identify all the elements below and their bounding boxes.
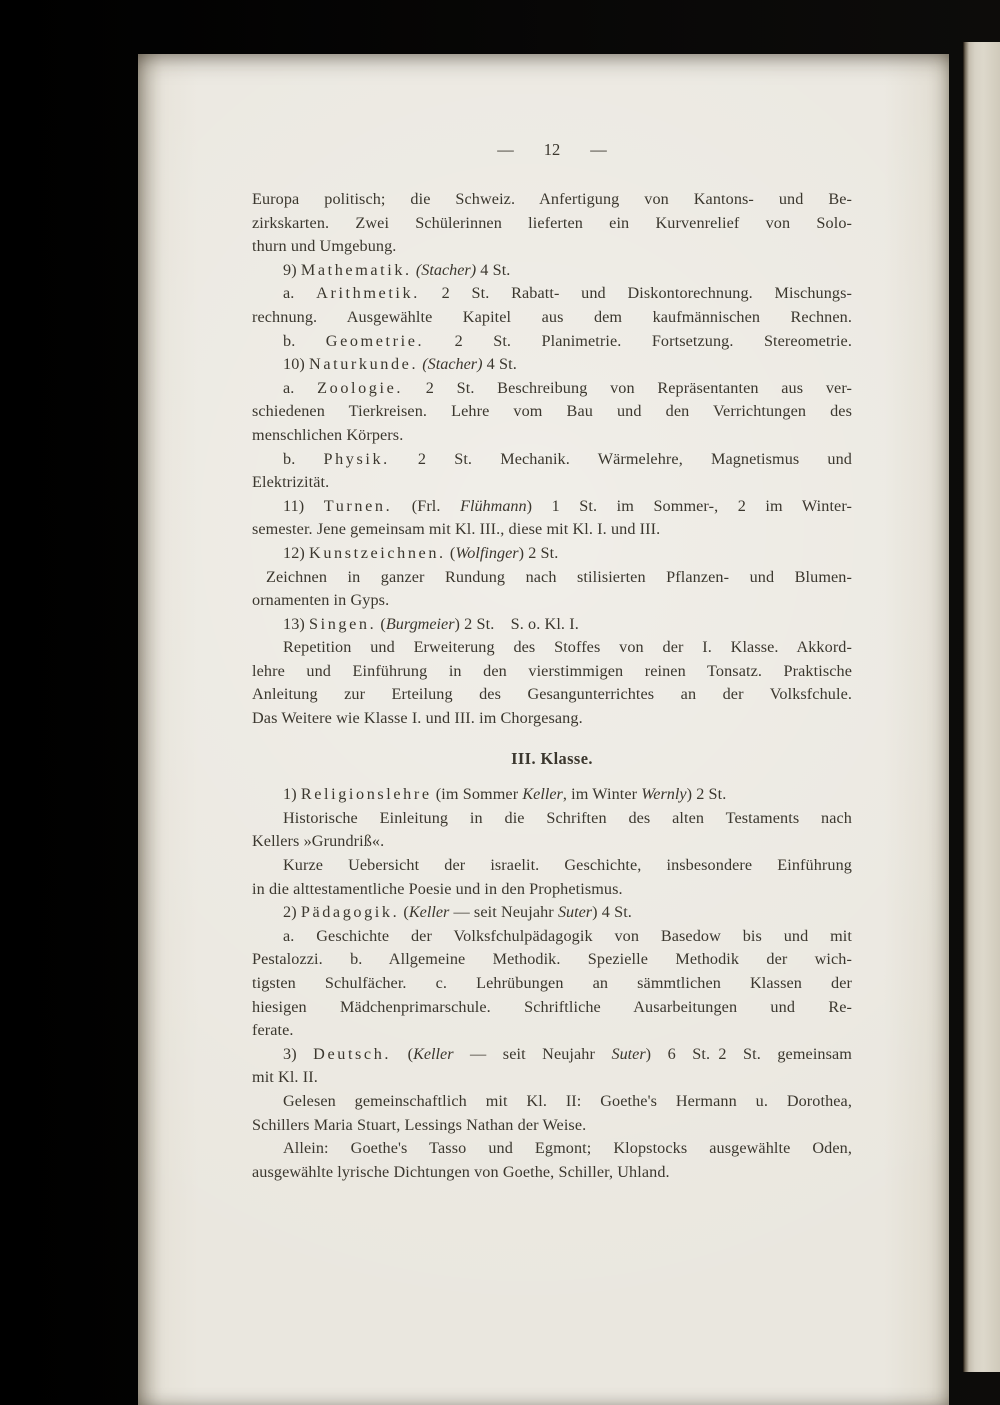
plain-text: 1): [283, 785, 301, 804]
plain-text: 2 St. Rabatt- und Diskontorechnung. Mischungs-: [419, 284, 852, 303]
page-text-body: [252, 188, 852, 1184]
letterspaced-subject-text: Kunstzeichnen.: [309, 543, 446, 562]
plain-text: (: [376, 614, 386, 633]
text-line: [252, 212, 852, 236]
text-line: [252, 1161, 852, 1185]
text-line: [252, 783, 852, 807]
plain-text: rechnung. Ausgewählte Kapitel aus dem kaufmännischen Rechnen.: [252, 307, 852, 326]
text-line: [252, 660, 852, 684]
letterspaced-subject-text: Naturkunde.: [309, 355, 419, 374]
plain-text: 2): [283, 903, 301, 922]
adjacent-page-edge: [963, 42, 1000, 1372]
letterspaced-subject-text: Zoologie.: [317, 378, 404, 397]
text-line: [252, 683, 852, 707]
plain-text: in die alttestamentliche Poesie und in den Prophetismus.: [252, 879, 623, 898]
plain-text: b.: [283, 331, 326, 350]
plain-text: 9): [283, 260, 301, 279]
italic-name-text: Keller: [522, 785, 563, 804]
text-line: [252, 1043, 852, 1067]
plain-text: , im Winter: [562, 785, 642, 804]
plain-text: Gelesen gemeinschaftlich mit Kl. II: Goethe's Hermann u. Dorothea,: [283, 1091, 852, 1110]
text-line: [252, 377, 852, 401]
plain-text: a. Geschichte der Volksfchulpädagogik von Basedow bis und mit: [283, 926, 852, 945]
plain-text: 3): [283, 1044, 314, 1063]
text-line: [252, 901, 852, 925]
plain-text: mit Kl. II.: [252, 1068, 318, 1087]
text-line: [252, 495, 852, 519]
letterspaced-subject-text: Turnen.: [323, 496, 393, 515]
letterspaced-subject-text: Physik.: [323, 449, 390, 468]
text-line: [252, 996, 852, 1020]
plain-text: Anleitung zur Erteilung des Gesangunterrichtes an der Volksfchule.: [252, 685, 852, 704]
text-line: [252, 235, 852, 259]
text-line: [252, 282, 852, 306]
plain-text: (: [399, 903, 409, 922]
text-line: [252, 566, 852, 590]
plain-text: ) 1 St. im Sommer-, 2 im Winter-: [526, 496, 852, 515]
plain-text: ) 4 St.: [592, 903, 632, 922]
text-line: [252, 471, 852, 495]
italic-name-text: Keller: [413, 1044, 454, 1063]
plain-text: lehre und Einführung in den vierstimmigen reinen Tonsatz. Praktische: [252, 661, 852, 680]
plain-text: 2 St. Beschreibung von Repräsentanten aus ver-: [403, 378, 852, 397]
plain-text: (Frl.: [392, 496, 461, 515]
letterspaced-subject-text: Religionslehre: [300, 785, 432, 804]
letterspaced-subject-text: Mathematik.: [300, 260, 412, 279]
plain-text: ausgewählte lyrische Dichtungen von Goethe, Schiller, Uhland.: [252, 1162, 670, 1181]
text-line: [252, 188, 852, 212]
plain-text: 2 St. Planimetrie. Fortsetzung. Stereometrie.: [424, 331, 852, 350]
text-line: [252, 807, 852, 831]
plain-text: Zeichnen in ganzer Rundung nach stilisierten Pflanzen- und Blumen-: [266, 567, 852, 586]
text-line: [252, 518, 852, 542]
text-line: [252, 830, 852, 854]
text-line: [252, 542, 852, 566]
letterspaced-subject-text: Deutsch.: [313, 1044, 392, 1063]
page-header: [252, 140, 852, 160]
text-line: [252, 424, 852, 448]
plain-text: 2 St. Mechanik. Wärmelehre, Magnetismus und: [389, 449, 852, 468]
text-line: [252, 948, 852, 972]
plain-text: — seit Neujahr: [449, 903, 558, 922]
letterspaced-subject-text: Singen.: [309, 614, 377, 633]
plain-text: 4 St.: [476, 260, 511, 279]
text-line: [252, 1137, 852, 1161]
text-line: [252, 1114, 852, 1138]
plain-text: Schillers Maria Stuart, Lessings Nathan der Weise.: [252, 1115, 587, 1134]
text-line: [252, 707, 852, 731]
text-line: [252, 1066, 852, 1090]
letterspaced-subject-text: Arithmetik.: [316, 284, 420, 303]
plain-text: Das Weitere wie Klasse I. und III. im Chorgesang.: [252, 709, 583, 728]
italic-name-text: Burgmeier: [385, 614, 455, 633]
italic-name-text: Wernly: [641, 785, 687, 804]
text-line: [252, 925, 852, 949]
plain-text: Europa politisch; die Schweiz. Anfertigung von Kantons- und Be-: [252, 190, 852, 208]
text-line: [252, 589, 852, 613]
plain-text: ferate.: [252, 1021, 294, 1040]
text-line: [252, 306, 852, 330]
plain-text: schiedenen Tierkreisen. Lehre vom Bau und den Verrichtungen des: [252, 402, 852, 421]
letterspaced-subject-text: Geometrie.: [325, 331, 425, 350]
plain-text: zirkskarten. Zwei Schülerinnen lieferten ein Kurvenrelief von Solo-: [252, 213, 852, 232]
text-line: [252, 972, 852, 996]
plain-text: Historische Einleitung in die Schriften des alten Testaments nach: [283, 808, 852, 827]
plain-text: Kellers »Grundriß«.: [252, 832, 385, 851]
plain-text: Allein: Goethe's Tasso und Egmont; Klopstocks ausgewählte Oden,: [283, 1139, 852, 1158]
plain-text: 12): [283, 543, 310, 562]
italic-name-text: Suter: [557, 903, 593, 922]
text-line: [252, 330, 852, 354]
plain-text: ) 6 St. 2 St. gemeinsam: [645, 1044, 852, 1063]
text-line: [252, 878, 852, 902]
italic-name-text: (Stacher): [422, 355, 483, 374]
section-heading: III. Klasse.: [511, 748, 593, 768]
italic-name-text: (Stacher): [415, 260, 477, 279]
page-number: 12: [543, 140, 561, 159]
text-line: [252, 1019, 852, 1043]
plain-text: b.: [283, 449, 324, 468]
plain-text: a.: [283, 378, 318, 397]
plain-text: ) 2 St. S. o. Kl. I.: [454, 614, 579, 633]
text-line: [252, 353, 852, 377]
plain-text: 4 St.: [482, 355, 517, 374]
plain-text: (im Sommer: [431, 785, 523, 804]
text-line: [252, 854, 852, 878]
plain-text: menschlichen Körpers.: [252, 425, 404, 444]
plain-text: ornamenten in Gyps.: [252, 591, 390, 610]
plain-text: 11): [283, 496, 324, 515]
plain-text: — seit Neujahr: [453, 1044, 612, 1063]
text-line: [252, 613, 852, 637]
header-rule-left: —: [497, 140, 514, 159]
book-page: [138, 54, 949, 1405]
plain-text: ) 2 St.: [686, 785, 727, 804]
text-line: [252, 1090, 852, 1114]
plain-text: 13): [283, 614, 310, 633]
letterspaced-subject-text: Pädagogik.: [300, 903, 400, 922]
italic-name-text: Suter: [611, 1044, 646, 1063]
plain-text: (: [391, 1044, 414, 1063]
plain-text: thurn und Umgebung.: [252, 237, 397, 256]
italic-name-text: Flühmann: [460, 496, 527, 515]
header-rule-right: —: [590, 140, 607, 159]
plain-text: Pestalozzi. b. Allgemeine Methodik. Spezielle Methodik der wich-: [252, 950, 852, 969]
text-line: [252, 448, 852, 472]
plain-text: Elektrizität.: [252, 473, 330, 492]
plain-text: a.: [283, 284, 317, 303]
plain-text: tigsten Schulfächer. c. Lehrübungen an sämmtlichen Klassen der: [252, 974, 852, 992]
italic-name-text: Keller: [408, 903, 450, 922]
text-line: [252, 636, 852, 660]
plain-text: ) 2 St.: [518, 543, 559, 562]
text-line: [252, 259, 852, 283]
plain-text: (: [445, 543, 456, 562]
text-line: [252, 400, 852, 424]
plain-text: Kurze Uebersicht der israelit. Geschichte, insbesondere Einführung: [283, 856, 852, 875]
plain-text: 10): [283, 355, 310, 374]
plain-text: hiesigen Mädchenprimarschule. Schriftliche Ausarbeitungen und Re-: [252, 997, 852, 1016]
plain-text: Repetition und Erweiterung des Stoffes von der I. Klasse. Akkord-: [283, 638, 852, 657]
italic-name-text: Wolfinger: [455, 543, 519, 562]
plain-text: semester. Jene gemeinsam mit Kl. III., diese mit Kl. I. und III.: [252, 520, 661, 539]
